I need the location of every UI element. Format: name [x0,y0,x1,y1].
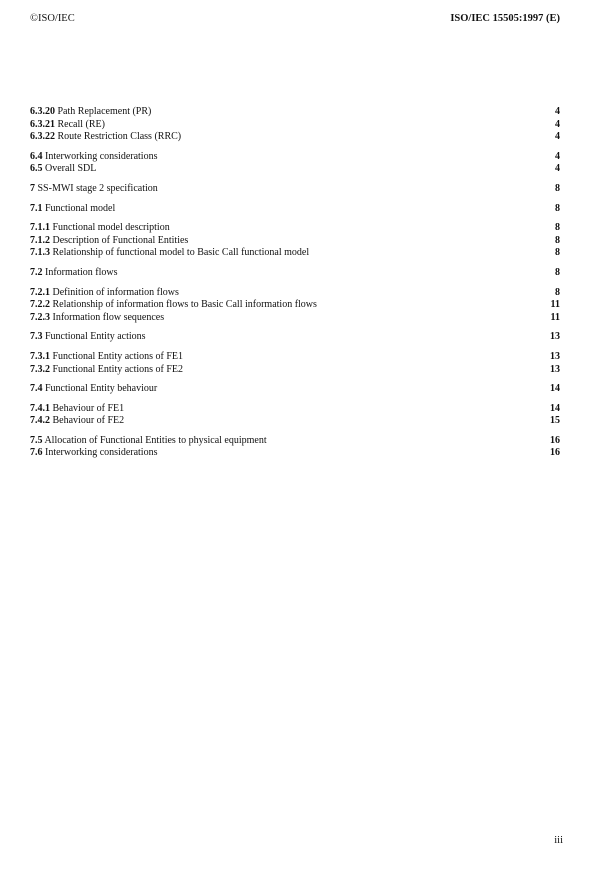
toc-entry-title: Behaviour of FE2 [52,415,125,427]
toc-entry-number: 7.5 [30,434,43,446]
toc-entry-number: 7.1.2 [30,234,50,246]
toc-entry [30,351,560,364]
toc-entry [30,403,560,416]
toc-entry-page: 13 [550,363,560,375]
toc-entry-number: 7.3 [30,331,43,343]
toc-entry-page: 11 [550,299,560,311]
toc-entry-number: 7.3.2 [30,363,50,375]
toc-entry-title: Interworking considerations [45,447,158,459]
toc-entry [30,299,560,312]
toc-entry-title: SS-MWI stage 2 specification [37,182,158,194]
toc-entry [30,222,560,235]
toc-entry-page: 8 [555,247,560,259]
toc-entry-number: 7.3.1 [30,350,50,362]
toc-entry-page: 15 [550,415,560,427]
page-number: iii [554,835,563,846]
toc-entry-page: 4 [555,118,560,130]
toc-entry-title: Definition of information flows [52,286,179,298]
header-copyright: ©ISO/IEC [30,13,75,24]
toc-entry-number: 7.2 [30,266,43,278]
toc-entry-page: 16 [550,447,560,459]
toc-entry [30,312,560,325]
toc-entry-page: 11 [550,311,560,323]
toc-entry-number: 7 [30,182,35,194]
toc-entry [30,203,560,216]
toc-entry [30,383,560,396]
toc-entry-title: Route Restriction Class (RRC) [57,131,182,143]
toc-entry [30,131,560,144]
toc-entry-page: 8 [555,266,560,278]
toc-entry [30,106,560,119]
toc-entry [30,163,560,176]
toc-entry-number: 7.2.1 [30,286,50,298]
toc-entry-number: 6.3.22 [30,131,55,143]
toc-entry-number: 7.1 [30,202,43,214]
toc-entry-page: 8 [555,234,560,246]
toc-entry-page: 16 [550,434,560,446]
toc-entry-title: Path Replacement (PR) [57,106,152,117]
toc-entry-page: 8 [555,222,560,234]
toc-entry-number: 7.2.3 [30,311,50,323]
toc-entry-title: Relationship of functional model to Basic Call functional model [52,247,310,259]
toc-entry-number: 6.3.21 [30,118,55,130]
toc-entry-title: Functional model [45,202,116,214]
toc-entry [30,235,560,248]
toc-entry [30,364,560,377]
toc-entry-title: Information flows [45,266,118,278]
toc-entry-page: 4 [555,106,560,117]
toc-entry-number: 7.4.2 [30,415,50,427]
toc-entry [30,247,560,260]
toc-entry [30,415,560,428]
toc-entry-page: 13 [550,331,560,343]
toc-entry-title: Behaviour of FE1 [52,402,125,414]
toc-entry [30,331,560,344]
toc-entry-title: Functional model description [52,222,170,234]
toc-entry-title: Overall SDL [45,163,97,175]
toc-entry-page: 4 [555,131,560,143]
toc-entry-page: 8 [555,286,560,298]
toc-entry-page: 4 [555,163,560,175]
toc-entry-title: Functional Entity actions [45,331,146,343]
toc-entry [30,435,560,448]
toc-entry [30,151,560,164]
toc-entry-page: 14 [550,383,560,395]
toc-entry-title: Functional Entity actions of FE2 [52,363,184,375]
toc-entry [30,267,560,280]
toc-entry-title: Recall (RE) [57,118,105,130]
toc-entry-title: Functional Entity behaviour [45,383,158,395]
toc-entry [30,119,560,132]
toc-entry [30,287,560,300]
toc-entry-title: Interworking considerations [45,150,158,162]
toc-entry-title: Description of Functional Entities [52,234,189,246]
toc-entry-number: 7.2.2 [30,299,50,311]
toc-entry-title: Relationship of information flows to Basic Call information flows [52,299,317,311]
toc-entry-number: 6.4 [30,150,43,162]
toc-entry-number: 6.3.20 [30,106,55,117]
toc-entry-number: 7.1.1 [30,222,50,234]
toc-entry-page: 4 [555,150,560,162]
toc-entry-number: 7.1.3 [30,247,50,259]
table-of-contents [30,106,560,460]
toc-entry-title: Information flow sequences [52,311,165,323]
toc-entry-number: 6.5 [30,163,43,175]
toc-entry-number: 7.6 [30,447,43,459]
toc-entry [30,447,560,460]
toc-entry-title: Allocation of Functional Entities to physical equipment [44,434,267,446]
toc-entry-page: 13 [550,350,560,362]
toc-entry-page: 8 [555,182,560,194]
toc-entry-page: 8 [555,202,560,214]
toc-entry-page: 14 [550,402,560,414]
header-standard-id: ISO/IEC 15505:1997 (E) [450,13,560,24]
toc-entry-number: 7.4.1 [30,402,50,414]
toc-entry [30,183,560,196]
toc-entry-number: 7.4 [30,383,43,395]
toc-entry-title: Functional Entity actions of FE1 [52,350,184,362]
